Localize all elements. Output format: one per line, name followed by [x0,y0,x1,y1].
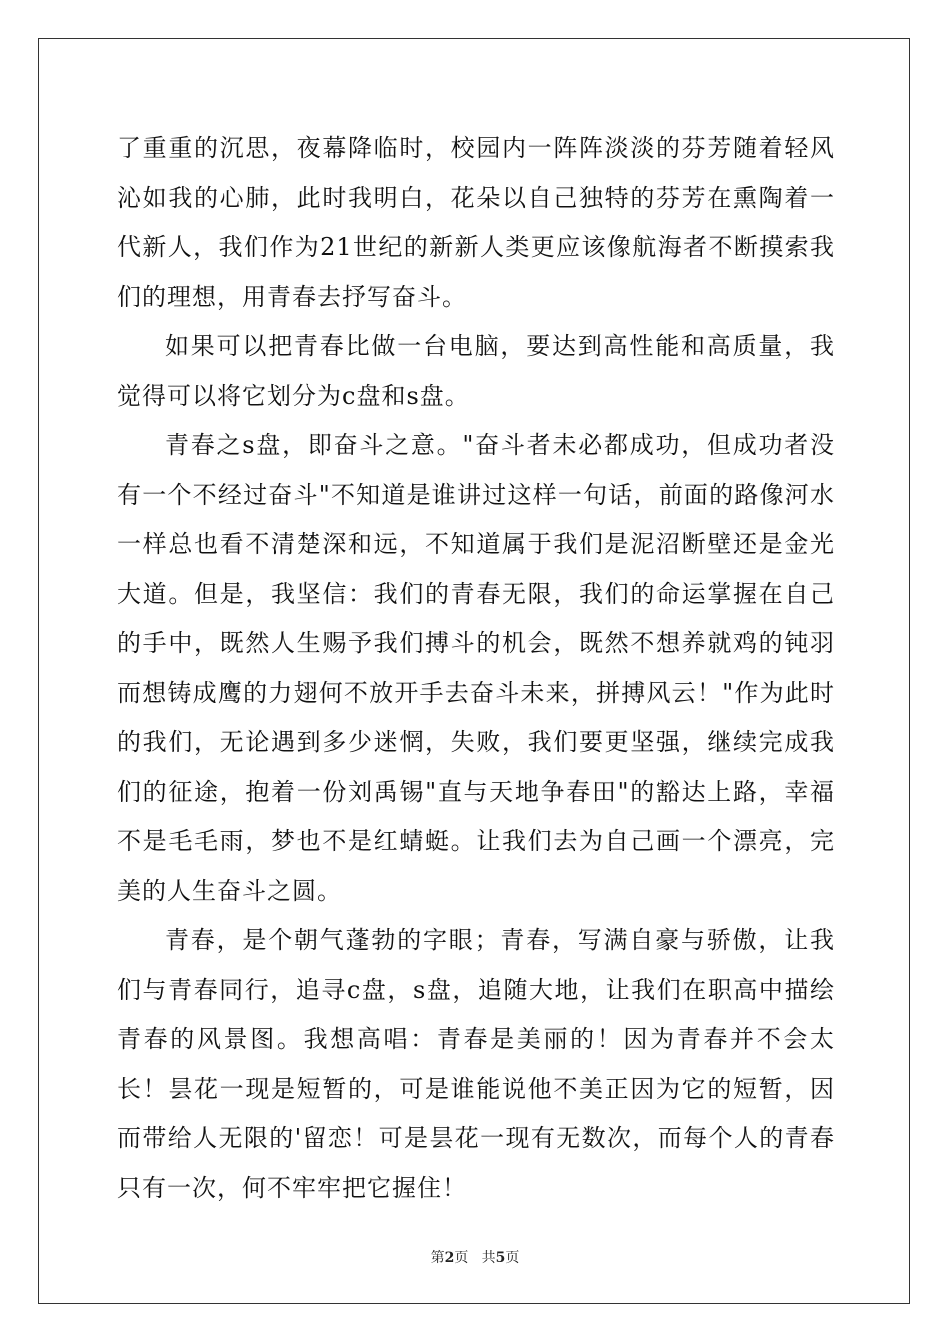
paragraph-3: 青春之s盘，即奋斗之意。"奋斗者未必都成功，但成功者没有一个不经过奋斗"不知道是谁讲过这样一句话，前面的路像河水一样总也看不清楚深和远，不知道属于我们是泥沼断壁还是金光大道。但是，我坚信：我们的青春无限，我们的命运掌握在自己的手中，既然人生赐予我们搏斗的机会，既然不想养就鸡的钝羽而想铸成鹰的力翅何不放开手去奋斗未来，拼搏风云！"作为此时的我们，无论遇到多少迷惘，失败，我们要更坚强，继续完成我们的征途，抱着一份刘禹锡"直与天地争春田"的豁达上路，幸福不是毛毛雨，梦也不是红蜻蜓。让我们去为自己画一个漂亮，完美的人生奋斗之圆。 [117,431,835,905]
page-footer [0,1247,950,1267]
document-body [117,124,835,1213]
paragraph-1: 了重重的沉思，夜幕降临时，校园内一阵阵淡淡的芬芳随着轻风沁如我的心肺，此时我明白，花朵以自己独特的芬芳在熏陶着一代新人，我们作为21世纪的新新人类更应该像航海者不断摸索我们的理想，用青春去抒写奋斗。 [117,134,835,311]
paragraph-2: 如果可以把青春比做一台电脑，要达到高性能和高质量，我觉得可以将它划分为c盘和s盘。 [117,332,835,410]
total-prefix: 共 [481,1250,496,1266]
total-suffix: 页 [505,1250,520,1266]
total-pages: 5 [495,1250,506,1266]
page-prefix: 第 [430,1250,445,1266]
page-suffix: 页 [454,1250,469,1266]
paragraph-4: 青春，是个朝气蓬勃的字眼；青春，写满自豪与骄傲，让我们与青春同行，追寻c盘，s盘，追随大地，让我们在职高中描绘青春的风景图。我想高唱：青春是美丽的！因为青春并不会太长！昙花一现是短暂的，可是谁能说他不美正因为它的短暂，因而带给人无限的'留恋！可是昙花一现有无数次，而每个人的青春只有一次，何不牢牢把它握住！ [117,926,835,1202]
page-number: 2 [444,1250,455,1266]
